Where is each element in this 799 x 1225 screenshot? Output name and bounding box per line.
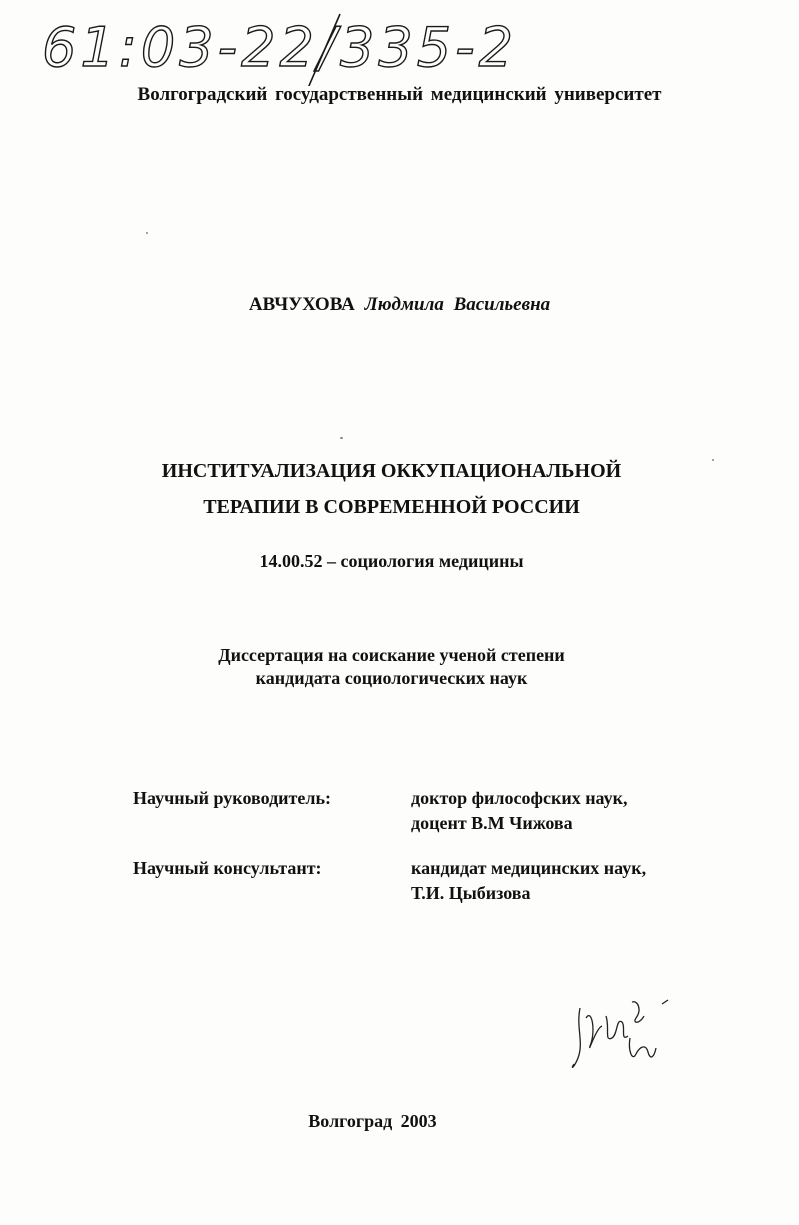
handwritten-catalog-number-text: 61:03-22/335-2 (42, 16, 517, 79)
handwritten-catalog-number (40, 6, 600, 86)
author-given-names: Людмила Васильевна (364, 294, 551, 315)
author-name (0, 294, 799, 316)
handwritten-catalog-number-drawing (40, 6, 600, 86)
scan-speck (340, 437, 343, 439)
dissertation-title-line-2: ТЕРАПИИ В СОВРЕМЕННОЙ РОССИИ (203, 496, 580, 518)
consultant-details (411, 856, 646, 906)
supervisor-role-label: Научный руководитель: (133, 788, 331, 808)
consultant-name: Т.И. Цыбизова (411, 883, 531, 903)
handwritten-signature (566, 998, 686, 1078)
university-name: Волгоградский государственный медицинский университет (137, 84, 662, 105)
scan-speck (712, 459, 714, 461)
dissertation-title (0, 453, 783, 525)
specialty-code: 14.00.52 – социология медицины (259, 551, 524, 571)
dissertation-title-line-1: ИНСТИТУАЛИЗАЦИЯ ОККУПАЦИОНАЛЬНОЙ (161, 460, 622, 482)
author-surname: АВЧУХОВА (248, 294, 355, 315)
consultant-role-label: Научный консультант: (133, 858, 322, 878)
degree-statement-line-2: кандидата социологических наук (255, 668, 528, 688)
city-and-year: Волгоград 2003 (308, 1111, 437, 1131)
supervisor-name: доцент В.М Чижова (411, 813, 573, 833)
degree-statement (0, 644, 783, 690)
degree-statement-line-1: Диссертация на соискание ученой степени (218, 645, 565, 665)
signature-drawing (566, 998, 686, 1078)
consultant-degree: кандидат медицинских наук, (411, 858, 647, 878)
supervisor-details (411, 786, 628, 836)
supervisor-degree: доктор философских наук, (411, 788, 628, 808)
scan-speck (146, 232, 148, 234)
